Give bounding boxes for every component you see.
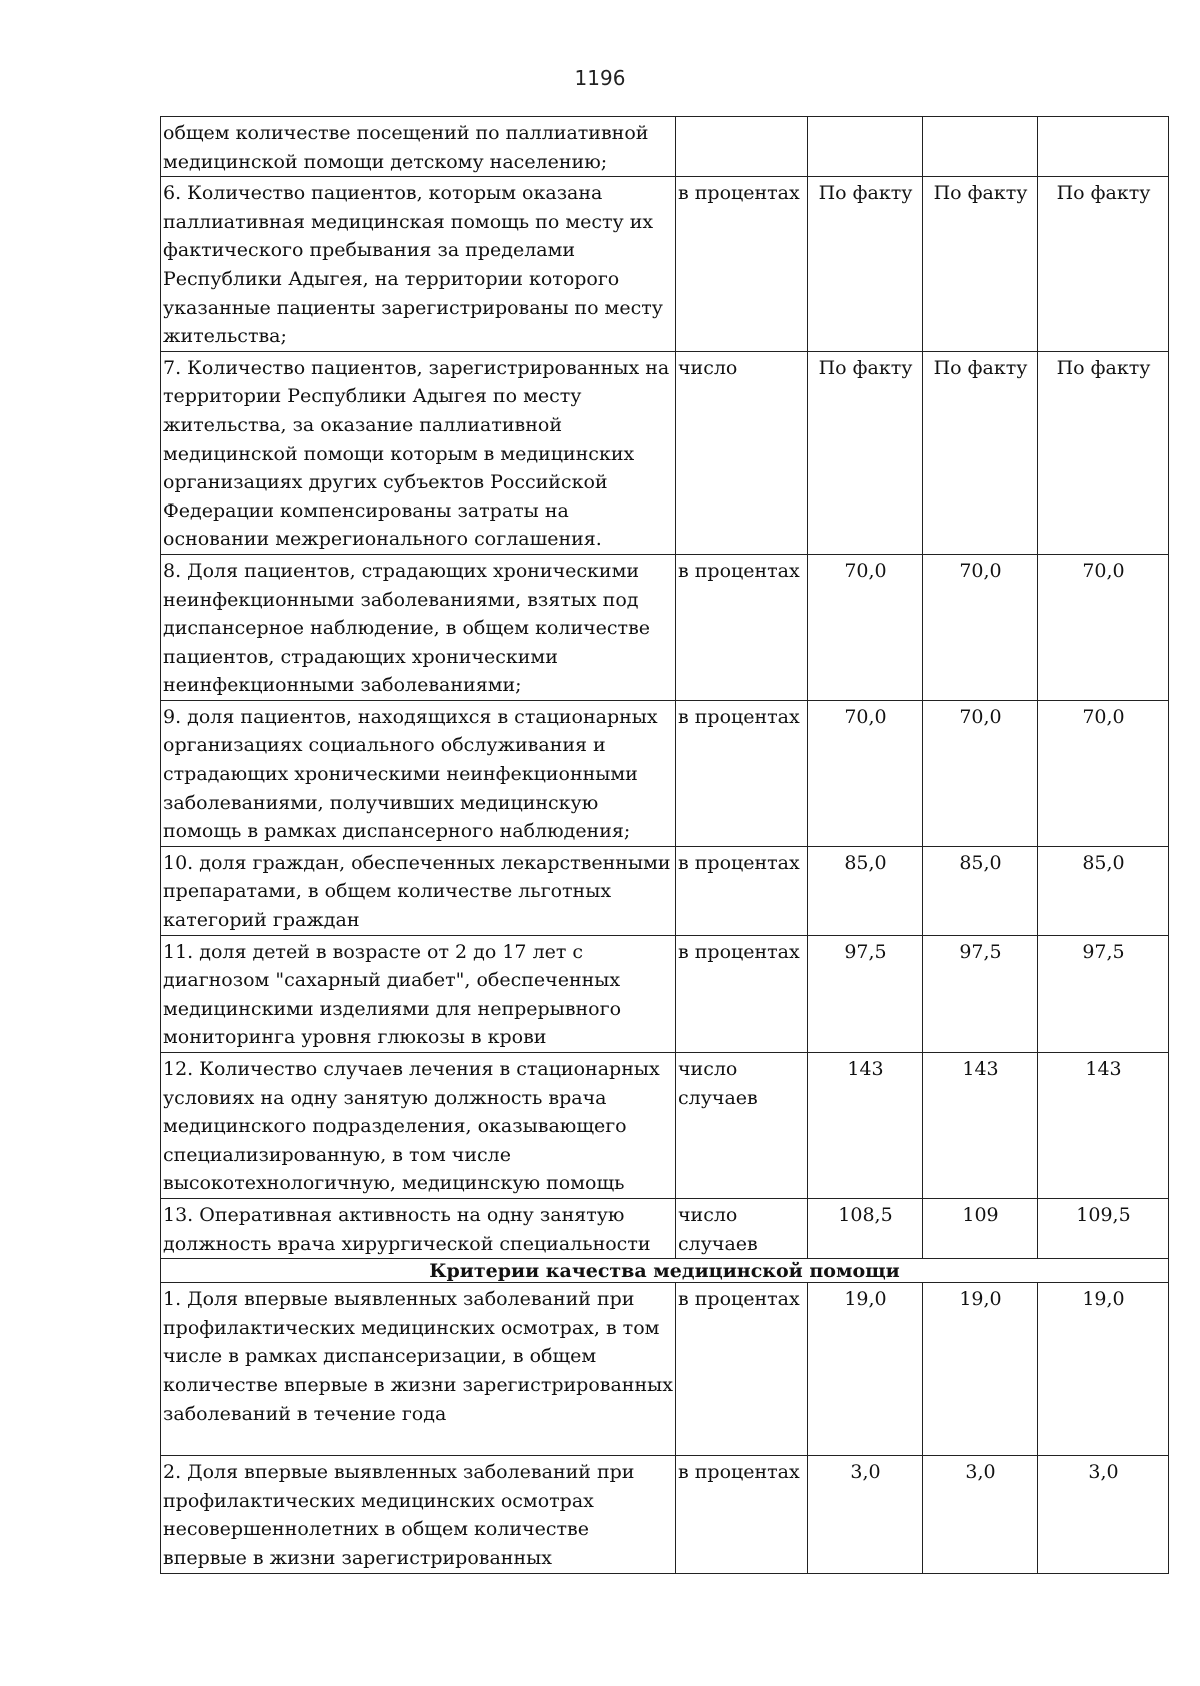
indicator-text: 6. Количество пациентов, которым оказана паллиативная медицинская помощь по месту их фактического пребывания за пределами Республики Адыгея, на территории которого указанные пациенты зарегистрированы по месту жительства; xyxy=(161,177,676,352)
section-header-row xyxy=(161,1259,1169,1283)
unit-cell: в процентах xyxy=(676,177,808,352)
value-cell-year-1: 108,5 xyxy=(808,1198,923,1258)
value-cell-year-3: 3,0 xyxy=(1038,1456,1169,1573)
value-cell-year-2: 70,0 xyxy=(923,700,1038,846)
indicator-text: 9. доля пациентов, находящихся в стационарных организациях социального обслуживания и страдающих хроническими неинфекционными заболеваниями, получивших медицинскую помощь в рамках диспансерного наблюдения; xyxy=(161,700,676,846)
table-row xyxy=(161,177,1169,352)
value-cell-year-3 xyxy=(1038,117,1169,177)
value-cell-year-1: По факту xyxy=(808,351,923,554)
table-row xyxy=(161,1283,1169,1456)
table-row xyxy=(161,1053,1169,1199)
value-cell-year-2: 85,0 xyxy=(923,846,1038,935)
table-row xyxy=(161,554,1169,700)
value-cell-year-3: 19,0 xyxy=(1038,1283,1169,1456)
value-cell-year-2: 3,0 xyxy=(923,1456,1038,1573)
value-cell-year-3: 70,0 xyxy=(1038,700,1169,846)
table-row xyxy=(161,1456,1169,1573)
value-cell-year-2: По факту xyxy=(923,351,1038,554)
table-row xyxy=(161,700,1169,846)
unit-cell: в процентах xyxy=(676,935,808,1052)
value-cell-year-2: 97,5 xyxy=(923,935,1038,1052)
unit-cell: в процентах xyxy=(676,554,808,700)
value-cell-year-1: 70,0 xyxy=(808,700,923,846)
indicator-text: общем количестве посещений по паллиативной медицинской помощи детскому населению; xyxy=(161,117,676,177)
value-cell-year-1: 85,0 xyxy=(808,846,923,935)
table-row xyxy=(161,935,1169,1052)
value-cell-year-3: 85,0 xyxy=(1038,846,1169,935)
table-row xyxy=(161,846,1169,935)
indicator-text: 7. Количество пациентов, зарегистрированных на территории Республики Адыгея по месту жительства, за оказание паллиативной медицинской помощи которым в медицинских организациях других субъектов Российской Федерации компенсированы затраты на основании межрегионального соглашения. xyxy=(161,351,676,554)
value-cell-year-2: 143 xyxy=(923,1053,1038,1199)
indicator-text: 13. Оперативная активность на одну занятую должность врача хирургической специальности xyxy=(161,1198,676,1258)
value-cell-year-2: 109 xyxy=(923,1198,1038,1258)
value-cell-year-3: 109,5 xyxy=(1038,1198,1169,1258)
value-cell-year-2: 70,0 xyxy=(923,554,1038,700)
value-cell-year-3: 143 xyxy=(1038,1053,1169,1199)
value-cell-year-1 xyxy=(808,117,923,177)
table-row xyxy=(161,117,1169,177)
value-cell-year-2 xyxy=(923,117,1038,177)
unit-cell: в процентах xyxy=(676,1283,808,1456)
unit-cell: число xyxy=(676,351,808,554)
unit-cell: в процентах xyxy=(676,700,808,846)
indicator-text: 10. доля граждан, обеспеченных лекарственными препаратами, в общем количестве льготных категорий граждан xyxy=(161,846,676,935)
unit-cell: в процентах xyxy=(676,1456,808,1573)
unit-cell: число случаев xyxy=(676,1053,808,1199)
indicators-table xyxy=(160,116,1169,1574)
page-number: 1196 xyxy=(574,66,626,90)
value-cell-year-1: 143 xyxy=(808,1053,923,1199)
table-row xyxy=(161,351,1169,554)
unit-cell: число случаев xyxy=(676,1198,808,1258)
value-cell-year-1: 19,0 xyxy=(808,1283,923,1456)
value-cell-year-2: По факту xyxy=(923,177,1038,352)
value-cell-year-3: 97,5 xyxy=(1038,935,1169,1052)
section-title: Критерии качества медицинской помощи xyxy=(161,1259,1169,1283)
indicator-text: 8. Доля пациентов, страдающих хроническими неинфекционными заболеваниями, взятых под диспансерное наблюдение, в общем количестве пациентов, страдающих хроническими неинфекционными заболеваниями; xyxy=(161,554,676,700)
value-cell-year-3: По факту xyxy=(1038,351,1169,554)
value-cell-year-3: 70,0 xyxy=(1038,554,1169,700)
value-cell-year-1: 70,0 xyxy=(808,554,923,700)
unit-cell xyxy=(676,117,808,177)
table-row xyxy=(161,1198,1169,1258)
indicator-text: 2. Доля впервые выявленных заболеваний при профилактических медицинских осмотрах несовершеннолетних в общем количестве впервые в жизни зарегистрированных xyxy=(161,1456,676,1573)
value-cell-year-1: 3,0 xyxy=(808,1456,923,1573)
value-cell-year-1: 97,5 xyxy=(808,935,923,1052)
indicator-text: 12. Количество случаев лечения в стационарных условиях на одну занятую должность врача медицинского подразделения, оказывающего специализированную, в том числе высокотехнологичную, медицинскую помощь xyxy=(161,1053,676,1199)
indicator-text: 11. доля детей в возрасте от 2 до 17 лет с диагнозом "сахарный диабет", обеспеченных медицинскими изделиями для непрерывного мониторинга уровня глюкозы в крови xyxy=(161,935,676,1052)
value-cell-year-1: По факту xyxy=(808,177,923,352)
indicator-text: 1. Доля впервые выявленных заболеваний при профилактических медицинских осмотрах, в том числе в рамках диспансеризации, в общем количестве впервые в жизни зарегистрированных заболеваний в течение года xyxy=(161,1283,676,1456)
value-cell-year-2: 19,0 xyxy=(923,1283,1038,1456)
unit-cell: в процентах xyxy=(676,846,808,935)
value-cell-year-3: По факту xyxy=(1038,177,1169,352)
